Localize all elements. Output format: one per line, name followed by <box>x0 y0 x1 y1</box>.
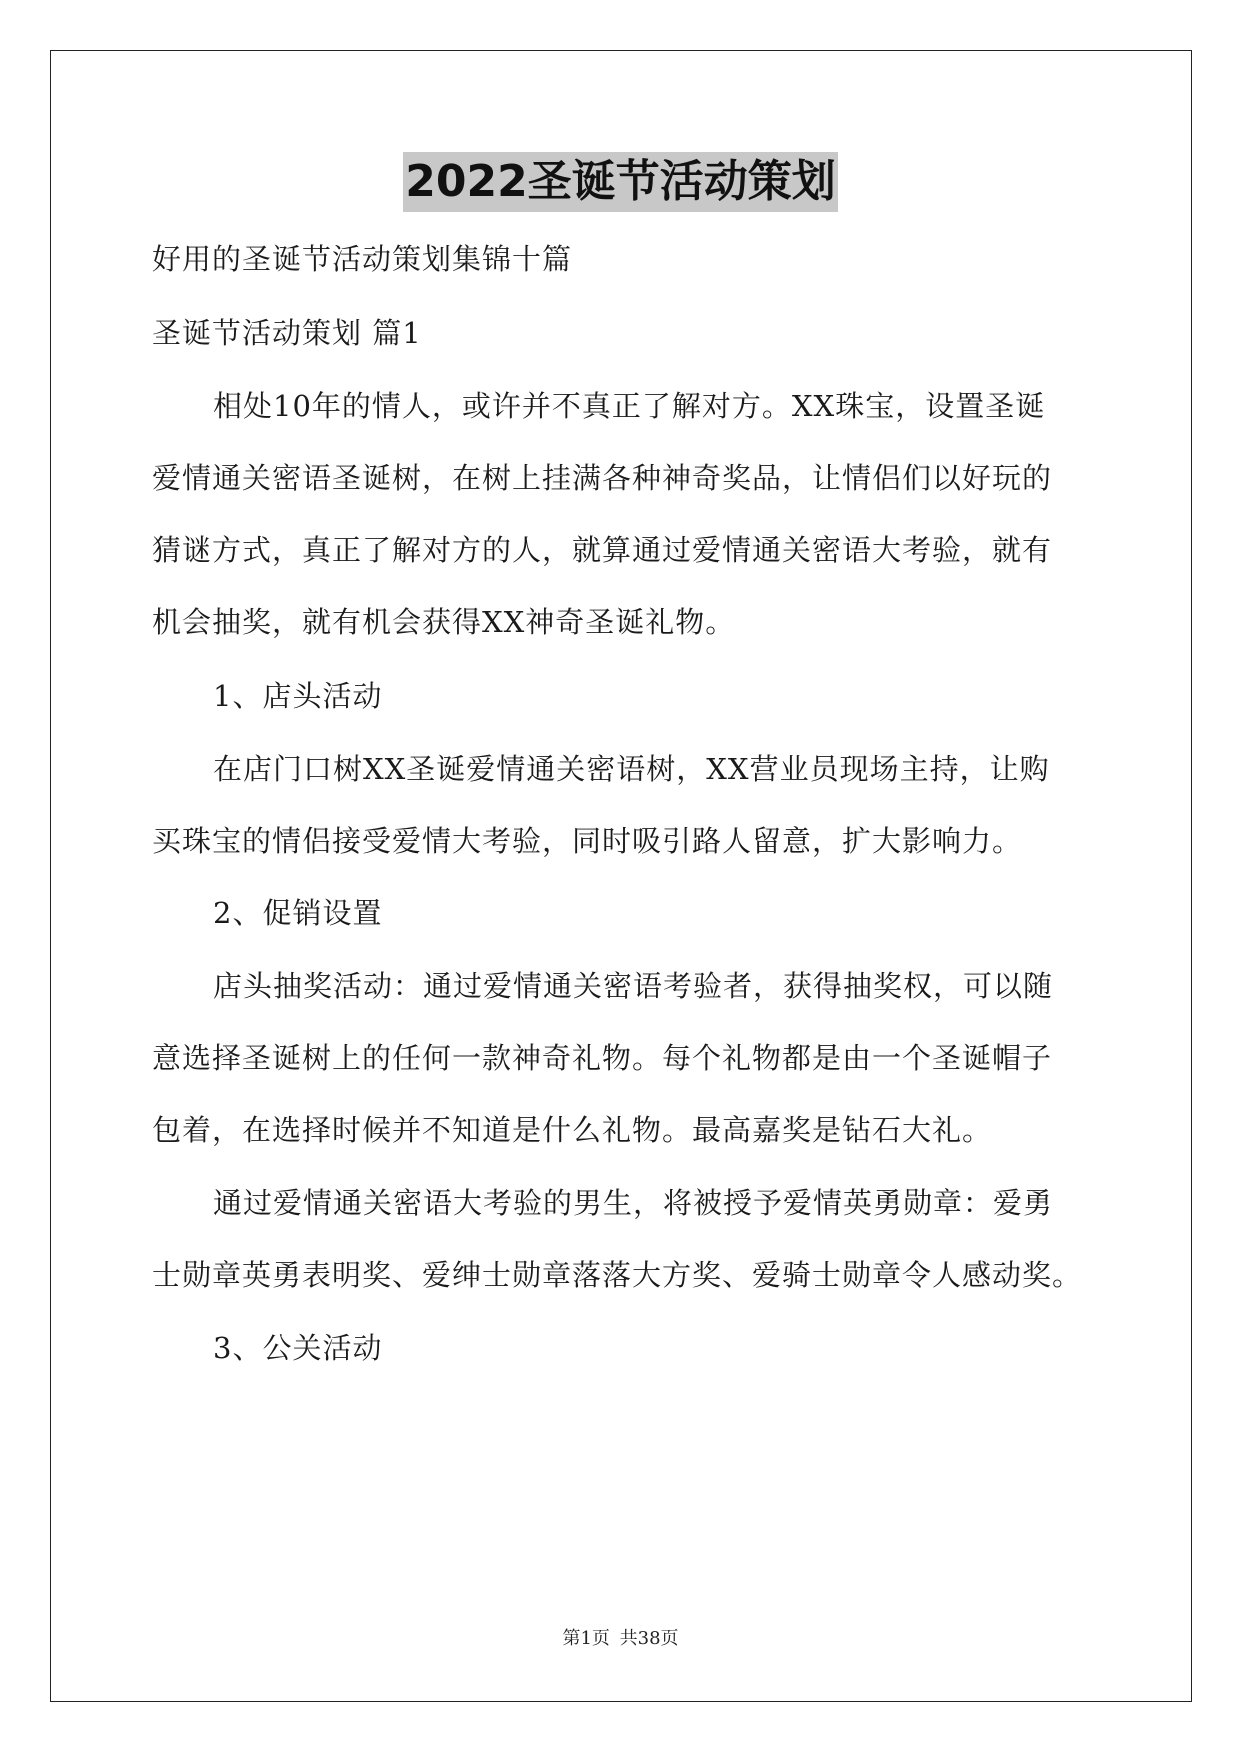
subtitle-line: 好用的圣诞节活动策划集锦十篇 <box>152 242 573 276</box>
list-heading: 1、店头活动 <box>213 679 383 713</box>
page-total: 共38页 <box>619 1628 679 1649</box>
page-number: 第1页 <box>562 1628 610 1649</box>
paragraph-line: 通过爱情通关密语大考验的男生，将被授予爱情英勇勋章：爱勇 <box>213 1186 1054 1220</box>
page-footer <box>0 1627 1241 1651</box>
paragraph-line: 买珠宝的情侣接受爱情大考验，同时吸引路人留意，扩大影响力。 <box>152 824 1023 858</box>
document-title: 2022圣诞节活动策划 <box>403 152 837 212</box>
title-container <box>0 152 1241 212</box>
list-heading: 2、促销设置 <box>213 896 383 930</box>
paragraph-line: 相处10年的情人，或许并不真正了解对方。XX珠宝，设置圣诞 <box>213 389 1046 423</box>
section-heading: 圣诞节活动策划 篇1 <box>152 316 422 350</box>
page-border <box>50 50 1192 1702</box>
paragraph-line: 机会抽奖，就有机会获得XX神奇圣诞礼物。 <box>152 605 736 639</box>
paragraph-line: 意选择圣诞树上的任何一款神奇礼物。每个礼物都是由一个圣诞帽子 <box>152 1041 1053 1075</box>
paragraph-line: 包着，在选择时候并不知道是什么礼物。最高嘉奖是钻石大礼。 <box>152 1113 993 1147</box>
paragraph-line: 猜谜方式，真正了解对方的人，就算通过爱情通关密语大考验，就有 <box>152 533 1053 567</box>
paragraph-line: 爱情通关密语圣诞树，在树上挂满各种神奇奖品，让情侣们以好玩的 <box>152 461 1053 495</box>
paragraph-line: 店头抽奖活动：通过爱情通关密语考验者，获得抽奖权，可以随 <box>213 969 1054 1003</box>
paragraph-line: 士勋章英勇表明奖、爱绅士勋章落落大方奖、爱骑士勋章令人感动奖。 <box>152 1258 1083 1292</box>
paragraph-line: 在店门口树XX圣诞爱情通关密语树，XX营业员现场主持，让购 <box>213 752 1050 786</box>
list-heading: 3、公关活动 <box>213 1331 383 1365</box>
